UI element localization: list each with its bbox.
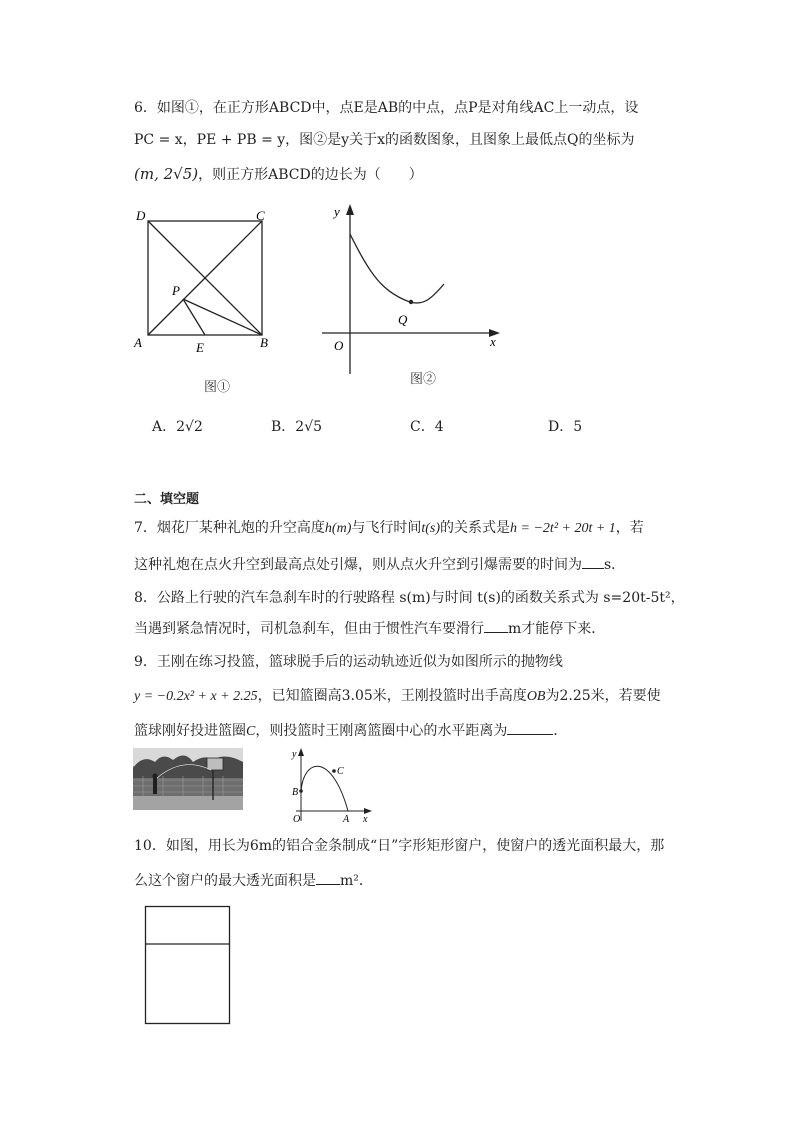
section-title: 二、填空题 [134, 492, 200, 507]
q10-line2: 么这个窗户的最大透光面积是 m²． [134, 870, 373, 891]
q8-line2: 当遇到紧急情况时，司机急刹车，但由于惯性汽车要滑行 m才能停下来． [134, 618, 605, 639]
figure-parabola [282, 745, 377, 825]
q6-line1: 6．如图①，在正方形ABCD中，点E是AB的中点，点P是对角线AC上一动点，设 [134, 100, 639, 116]
q6-line3 [134, 164, 423, 185]
figure-1-caption: 图① [204, 380, 231, 395]
label-Q: Q [398, 312, 408, 327]
label-D: D [136, 208, 146, 223]
q7-line1: 7．烟花厂某种礼炮的升空高度h(m)与飞行时间t(s)的关系式是h = −2t² + 20t + 1，若 [134, 520, 644, 536]
label-x-axis: x [363, 814, 368, 825]
label-E: E [196, 340, 204, 355]
label-A: A [134, 335, 142, 350]
label-A-point: A [343, 814, 350, 825]
figure-1-square [130, 205, 280, 360]
q6-line2: PC = x，PE + PB = y，图②是y关于x的函数图象，且图象上最低点Q的坐标为 [134, 132, 635, 148]
q9-line1: 9．王刚在练习投篮，篮球脱手后的运动轨迹近似为如图所示的抛物线 [134, 654, 563, 670]
basketball-photo [133, 748, 243, 810]
q6-question-stem: ，则正方形ABCD的边长为（ ） [198, 167, 423, 183]
q7-answer-blank[interactable] [582, 554, 604, 569]
label-O: O [334, 338, 344, 353]
window-figure [144, 905, 232, 1027]
label-y: y [334, 204, 340, 219]
label-B: B [260, 335, 268, 350]
q8-line1: 8．公路上行驶的汽车急刹车时的行驶路程 s(m)与时间 t(s)的函数关系式为 s=20t-5t²， [134, 590, 685, 606]
label-y-axis: y [292, 749, 297, 760]
option-a[interactable]: A．2√2 [152, 419, 203, 435]
q9-answer-blank[interactable] [507, 720, 553, 735]
q7-line2: 这种礼炮在点火升空到最高点处引爆，则从点火升空到引爆需要的时间为 s． [134, 554, 625, 575]
q9-line2: y = −0.2x² + x + 2.25，已知篮圈高3.05米，王刚投篮时出手高度OB为2.25米，若要使 [134, 688, 661, 704]
figure-2-graph [320, 200, 510, 378]
label-P: P [172, 283, 180, 298]
q9-line3: 篮球刚好投进篮圈C，则投篮时王刚离篮圈中心的水平距离为 ． [134, 720, 567, 742]
label-x: x [490, 334, 496, 349]
q8-answer-blank[interactable] [484, 618, 508, 633]
option-c[interactable]: C．4 [410, 419, 444, 435]
option-d[interactable]: D．5 [548, 419, 583, 435]
q7-formula: h = −2t² + 20t + 1 [510, 521, 616, 536]
q9-formula: y = −0.2x² + x + 2.25 [134, 689, 258, 704]
q10-line1: 10．如图，用长为6m的铝合金条制成“日”字形矩形窗户，使窗户的透光面积最大，那 [134, 838, 665, 854]
figure-2-caption: 图② [410, 372, 437, 387]
label-B-point: B [292, 787, 299, 798]
option-b[interactable]: B．2√5 [271, 419, 323, 435]
label-C-point: C [337, 766, 344, 777]
q10-answer-blank[interactable] [316, 870, 340, 885]
label-C: C [256, 208, 265, 223]
label-O-origin: O [293, 814, 301, 825]
q6-point-q-coordinate: (m, 2√5) [134, 165, 199, 183]
